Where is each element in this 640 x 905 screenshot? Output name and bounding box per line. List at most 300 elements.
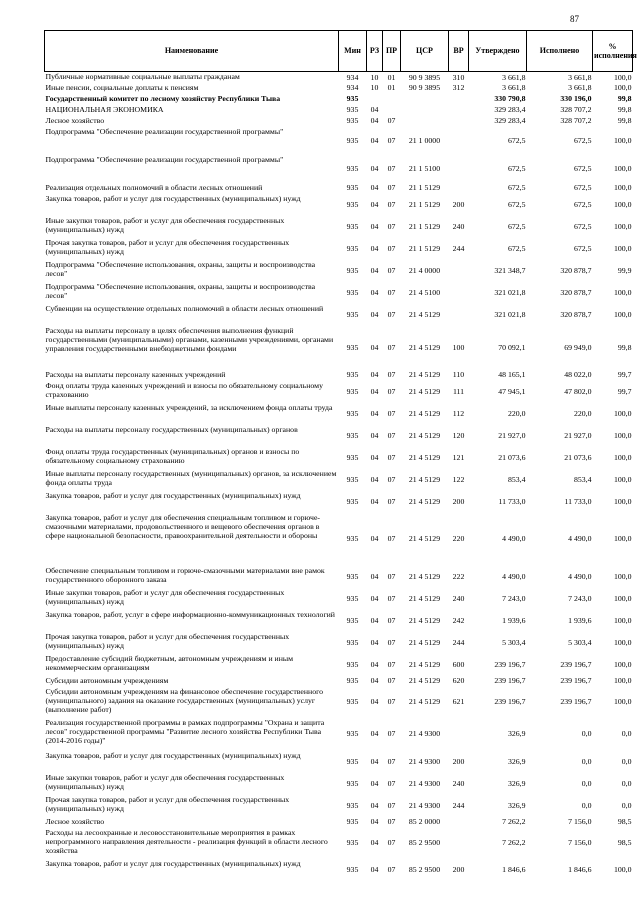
cell-executed: 21 073,6 bbox=[564, 452, 592, 462]
cell-csr: 21 4 5129 bbox=[408, 593, 441, 603]
cell-csr: 21 4 5129 bbox=[408, 452, 441, 462]
cell-rz: 04 bbox=[370, 864, 379, 874]
table-row bbox=[45, 676, 633, 687]
cell-min: 934 bbox=[346, 83, 359, 93]
cell-name: Закупка товаров, работ и услуг для государственных (муниципальных) нужд bbox=[45, 858, 301, 868]
cell-executed: 220,0 bbox=[573, 408, 592, 418]
cell-executed: 7 243,0 bbox=[568, 593, 592, 603]
cell-name: Реализация государственной программы в рамках подпрограммы "Охрана и защита лесов" государственной программы "Развитие лесного хозяйства Республики Тыва (2014-2016 годы)" bbox=[45, 717, 325, 745]
table-row bbox=[45, 828, 633, 859]
cell-min: 935 bbox=[346, 183, 359, 193]
cell-csr: 21 4 9300 bbox=[408, 729, 441, 739]
cell-min: 935 bbox=[346, 430, 359, 440]
cell-min: 935 bbox=[346, 659, 359, 669]
cell-pr: 07 bbox=[387, 199, 396, 209]
table-row bbox=[45, 238, 633, 260]
cell-executed: 0,0 bbox=[581, 756, 592, 766]
table-row bbox=[45, 127, 633, 155]
cell-percent: 100,0 bbox=[613, 659, 632, 669]
cell-executed: 69 949,0 bbox=[564, 342, 592, 352]
cell-rz: 04 bbox=[370, 199, 379, 209]
header-min: Мин bbox=[339, 31, 367, 72]
cell-percent: 100,0 bbox=[613, 474, 632, 484]
cell-approved: 4 490,0 bbox=[502, 534, 526, 544]
cell-min: 935 bbox=[346, 309, 359, 319]
cell-rz: 04 bbox=[370, 800, 379, 810]
table-row bbox=[45, 566, 633, 588]
cell-csr: 21 4 5129 bbox=[408, 659, 441, 669]
cell-min: 934 bbox=[346, 72, 359, 82]
cell-executed: 328 707,2 bbox=[560, 116, 592, 126]
cell-executed: 0,0 bbox=[581, 778, 592, 788]
cell-executed: 320 878,7 bbox=[560, 309, 592, 319]
cell-approved: 11 733,0 bbox=[498, 496, 526, 506]
cell-vr bbox=[449, 282, 469, 304]
cell-csr: 21 4 0000 bbox=[408, 265, 441, 275]
cell-approved: 853,4 bbox=[507, 474, 526, 484]
cell-percent: 98,5 bbox=[617, 838, 632, 848]
cell-csr bbox=[401, 116, 449, 127]
cell-min: 935 bbox=[346, 676, 359, 686]
cell-rz: 04 bbox=[370, 309, 379, 319]
cell-name: Иные закупки товаров, работ и услуг для обеспечения государственных (муниципальных) нужд bbox=[45, 587, 285, 606]
cell-rz: 04 bbox=[370, 571, 379, 581]
cell-approved: 672,5 bbox=[507, 163, 526, 173]
cell-name: Реализация отдельных полномочий в области лесных отношений bbox=[45, 182, 263, 192]
cell-vr: 620 bbox=[452, 676, 465, 686]
cell-min: 935 bbox=[346, 838, 359, 848]
cell-percent: 100,0 bbox=[613, 309, 632, 319]
cell-approved: 1 846,6 bbox=[502, 864, 526, 874]
cell-csr bbox=[401, 94, 449, 105]
cell-approved: 7 262,2 bbox=[502, 817, 526, 827]
cell-csr: 21 4 5129 bbox=[408, 615, 441, 625]
cell-pr: 07 bbox=[387, 474, 396, 484]
cell-min: 935 bbox=[346, 697, 359, 707]
cell-vr: 121 bbox=[452, 452, 465, 462]
cell-csr: 21 4 5129 bbox=[408, 370, 441, 380]
cell-percent: 0,0 bbox=[621, 729, 632, 739]
cell-rz: 04 bbox=[370, 430, 379, 440]
cell-approved: 239 196,7 bbox=[494, 676, 526, 686]
cell-min: 935 bbox=[346, 637, 359, 647]
cell-percent: 98,5 bbox=[617, 817, 632, 827]
cell-pr: 01 bbox=[387, 83, 396, 93]
cell-csr: 85 2 0000 bbox=[408, 817, 441, 827]
cell-approved: 47 945,1 bbox=[498, 386, 526, 396]
cell-executed: 5 303,4 bbox=[568, 637, 592, 647]
cell-vr: 122 bbox=[452, 474, 465, 484]
cell-vr: 310 bbox=[452, 72, 465, 82]
cell-csr: 21 4 5129 bbox=[408, 430, 441, 440]
cell-rz: 04 bbox=[370, 183, 379, 193]
cell-executed: 3 661,8 bbox=[568, 83, 592, 93]
table-row bbox=[45, 425, 633, 447]
cell-pr: 07 bbox=[387, 342, 396, 352]
cell-name: Закупка товаров, работ и услуг для государственных (муниципальных) нужд bbox=[45, 490, 301, 500]
cell-pr: 07 bbox=[387, 309, 396, 319]
cell-csr: 85 2 9500 bbox=[408, 838, 441, 848]
cell-vr: 240 bbox=[452, 778, 465, 788]
cell-percent: 100,0 bbox=[613, 593, 632, 603]
cell-csr: 21 1 5129 bbox=[408, 221, 441, 231]
cell-rz: 04 bbox=[370, 342, 379, 352]
cell-percent: 100,0 bbox=[613, 83, 632, 93]
cell-rz: 04 bbox=[370, 817, 379, 827]
cell-approved: 326,9 bbox=[507, 756, 526, 766]
cell-approved: 321 348,7 bbox=[494, 265, 526, 275]
cell-csr: 21 4 9300 bbox=[408, 756, 441, 766]
table-row bbox=[45, 282, 633, 304]
cell-name: Прочая закупка товаров, работ и услуг для обеспечения государственных (муниципальных) нужд bbox=[45, 237, 290, 256]
cell-rz: 04 bbox=[370, 637, 379, 647]
table-row bbox=[45, 795, 633, 817]
cell-executed: 672,5 bbox=[573, 183, 592, 193]
cell-pr: 07 bbox=[387, 800, 396, 810]
cell-name: Расходы на выплаты персоналу в целях обеспечения выполнения функций государственными (муниципальными) органами, казенными учреждениями, органами управления государственными внебюджетными фондами bbox=[45, 325, 334, 353]
cell-pr: 07 bbox=[387, 778, 396, 788]
cell-rz: 04 bbox=[370, 676, 379, 686]
cell-executed: 4 490,0 bbox=[568, 571, 592, 581]
table-row bbox=[45, 116, 633, 127]
cell-name: Публичные нормативные социальные выплаты гражданам bbox=[45, 72, 240, 81]
cell-rz: 04 bbox=[370, 287, 379, 297]
cell-rz: 04 bbox=[370, 474, 379, 484]
cell-csr: 21 4 5129 bbox=[408, 408, 441, 418]
cell-csr: 90 9 3895 bbox=[408, 83, 441, 93]
cell-pr: 07 bbox=[387, 287, 396, 297]
cell-approved: 672,5 bbox=[507, 183, 526, 193]
cell-name: Расходы на лесоохранные и лесовосстановительные мероприятия в рамках непрограммного направления деятельности - реализация функций в области лесного хозяйства bbox=[45, 827, 328, 855]
cell-rz: 04 bbox=[370, 778, 379, 788]
cell-executed: 47 802,0 bbox=[564, 386, 592, 396]
cell-csr: 21 4 5129 bbox=[408, 496, 441, 506]
cell-pr: 07 bbox=[387, 817, 396, 827]
cell-executed: 239 196,7 bbox=[560, 676, 592, 686]
cell-rz: 04 bbox=[370, 452, 379, 462]
cell-approved: 321 021,8 bbox=[494, 309, 526, 319]
cell-approved: 672,5 bbox=[507, 199, 526, 209]
cell-min: 935 bbox=[346, 94, 359, 104]
cell-min: 935 bbox=[346, 105, 359, 115]
header-vr: ВР bbox=[449, 31, 469, 72]
cell-csr: 21 4 9300 bbox=[408, 800, 441, 810]
cell-approved: 7 243,0 bbox=[502, 593, 526, 603]
cell-pr: 07 bbox=[387, 571, 396, 581]
cell-executed: 672,5 bbox=[573, 221, 592, 231]
cell-pr: 07 bbox=[387, 729, 396, 739]
cell-executed: 672,5 bbox=[573, 135, 592, 145]
cell-csr: 21 1 5129 bbox=[408, 199, 441, 209]
table-row bbox=[45, 447, 633, 469]
cell-min: 935 bbox=[346, 452, 359, 462]
cell-vr: 240 bbox=[452, 221, 465, 231]
cell-name: Фонд оплаты труда государственных (муниципальных) органов и взносы по обязательному социальному страхованию bbox=[45, 446, 300, 465]
cell-min: 935 bbox=[346, 135, 359, 145]
table-row bbox=[45, 588, 633, 610]
cell-percent: 100,0 bbox=[613, 452, 632, 462]
table-row bbox=[45, 94, 633, 105]
cell-csr: 85 2 9500 bbox=[408, 864, 441, 874]
cell-pr: 07 bbox=[387, 370, 396, 380]
cell-name: НАЦИОНАЛЬНАЯ ЭКОНОМИКА bbox=[45, 104, 164, 114]
cell-vr bbox=[449, 183, 469, 194]
table-row bbox=[45, 817, 633, 828]
cell-pr: 07 bbox=[387, 637, 396, 647]
cell-vr: 200 bbox=[452, 756, 465, 766]
cell-name: Обеспечение специальным топливом и горюче-смазочными материалами вне рамок государственного оборонного заказа bbox=[45, 565, 325, 584]
cell-percent: 100,0 bbox=[613, 183, 632, 193]
cell-executed: 21 927,0 bbox=[564, 430, 592, 440]
cell-executed: 48 022,0 bbox=[564, 370, 592, 380]
cell-rz: 04 bbox=[370, 265, 379, 275]
cell-executed: 1 846,6 bbox=[568, 864, 592, 874]
cell-approved: 1 939,6 bbox=[502, 615, 526, 625]
cell-name: Государственный комитет по лесному хозяйству Республики Тыва bbox=[45, 93, 281, 103]
table-row bbox=[45, 751, 633, 773]
cell-approved: 329 283,4 bbox=[494, 116, 526, 126]
header-approved: Утверждено bbox=[469, 31, 527, 72]
table-row bbox=[45, 105, 633, 116]
cell-min: 935 bbox=[346, 593, 359, 603]
cell-vr: 100 bbox=[452, 342, 465, 352]
cell-name: Субсидии автономным учреждениям на финансовое обеспечение государственного (муниципального) задания на оказание государственных (муниципальных) услуг (выполнение работ) bbox=[45, 686, 324, 714]
cell-pr: 07 bbox=[387, 756, 396, 766]
cell-percent: 99,7 bbox=[617, 386, 632, 396]
cell-vr: 111 bbox=[452, 386, 465, 396]
cell-min: 935 bbox=[346, 474, 359, 484]
cell-pr: 07 bbox=[387, 135, 396, 145]
cell-percent: 100,0 bbox=[613, 534, 632, 544]
cell-rz: 04 bbox=[370, 370, 379, 380]
table-header-row bbox=[45, 31, 633, 72]
cell-rz: 04 bbox=[370, 496, 379, 506]
cell-rz: 04 bbox=[370, 221, 379, 231]
cell-approved: 7 262,2 bbox=[502, 838, 526, 848]
cell-vr bbox=[449, 260, 469, 282]
cell-name: Иные пенсии, социальные доплаты к пенсиям bbox=[45, 82, 199, 92]
cell-approved: 326,9 bbox=[507, 778, 526, 788]
cell-percent: 99,8 bbox=[617, 94, 632, 104]
cell-pr: 07 bbox=[387, 386, 396, 396]
cell-name: Иные закупки товаров, работ и услуг для обеспечения государственных (муниципальных) нужд bbox=[45, 215, 285, 234]
cell-pr: 07 bbox=[387, 221, 396, 231]
cell-executed: 672,5 bbox=[573, 243, 592, 253]
cell-rz: 04 bbox=[370, 659, 379, 669]
cell-name: Расходы на выплаты персоналу государственных (муниципальных) органов bbox=[45, 424, 298, 434]
cell-csr: 21 4 5129 bbox=[408, 309, 441, 319]
header-executed: Исполнено bbox=[527, 31, 593, 72]
cell-percent: 100,0 bbox=[613, 637, 632, 647]
cell-vr: 200 bbox=[452, 864, 465, 874]
table-row bbox=[45, 381, 633, 403]
cell-approved: 672,5 bbox=[507, 135, 526, 145]
cell-percent: 99,9 bbox=[617, 265, 632, 275]
cell-rz: 04 bbox=[370, 408, 379, 418]
cell-name: Подпрограмма "Обеспечение реализации государственной программы" bbox=[45, 154, 284, 164]
cell-vr: 200 bbox=[452, 496, 465, 506]
cell-vr: 621 bbox=[452, 697, 465, 707]
cell-vr bbox=[449, 155, 469, 183]
cell-vr: 244 bbox=[452, 800, 465, 810]
cell-pr: 07 bbox=[387, 697, 396, 707]
table-row bbox=[45, 610, 633, 632]
cell-approved: 21 927,0 bbox=[498, 430, 526, 440]
cell-rz: 04 bbox=[370, 838, 379, 848]
cell-approved: 326,9 bbox=[507, 800, 526, 810]
table-row bbox=[45, 72, 633, 83]
cell-min: 935 bbox=[346, 287, 359, 297]
cell-executed: 330 196,0 bbox=[560, 94, 592, 104]
table-row bbox=[45, 194, 633, 216]
cell-name: Иные выплаты персоналу казенных учреждений, за исключением фонда оплаты труда bbox=[45, 402, 333, 412]
cell-csr: 21 1 5100 bbox=[408, 163, 441, 173]
cell-name: Лесное хозяйство bbox=[45, 115, 105, 125]
cell-csr: 21 4 5129 bbox=[408, 637, 441, 647]
cell-rz: 04 bbox=[370, 593, 379, 603]
table-row bbox=[45, 83, 633, 94]
cell-name: Закупка товаров, работ и услуг для государственных (муниципальных) нужд bbox=[45, 193, 301, 203]
cell-approved: 672,5 bbox=[507, 243, 526, 253]
table-row bbox=[45, 718, 633, 751]
cell-name: Предоставление субсидий бюджетным, автономным учреждениям и иным некоммерческим организациям bbox=[45, 653, 294, 672]
cell-executed: 11 733,0 bbox=[564, 496, 592, 506]
cell-min: 935 bbox=[346, 534, 359, 544]
cell-pr: 07 bbox=[387, 534, 396, 544]
table-row bbox=[45, 773, 633, 795]
cell-csr: 21 4 5129 bbox=[408, 474, 441, 484]
cell-executed: 0,0 bbox=[581, 729, 592, 739]
budget-table bbox=[44, 30, 637, 881]
cell-pr: 07 bbox=[387, 676, 396, 686]
table-row bbox=[45, 155, 633, 183]
cell-percent: 100,0 bbox=[613, 199, 632, 209]
table-row bbox=[45, 403, 633, 425]
cell-vr: 110 bbox=[452, 370, 465, 380]
cell-pr: 07 bbox=[387, 183, 396, 193]
cell-csr: 21 4 5129 bbox=[408, 534, 441, 544]
cell-csr: 90 9 3895 bbox=[408, 72, 441, 82]
cell-percent: 100,0 bbox=[613, 697, 632, 707]
cell-executed: 853,4 bbox=[573, 474, 592, 484]
cell-min: 935 bbox=[346, 756, 359, 766]
table-row bbox=[45, 216, 633, 238]
cell-name: Расходы на выплаты персоналу казенных учреждений bbox=[45, 369, 226, 379]
cell-rz: 10 bbox=[370, 72, 379, 82]
cell-rz: 04 bbox=[370, 163, 379, 173]
cell-vr: 220 bbox=[452, 534, 465, 544]
cell-approved: 5 303,4 bbox=[502, 637, 526, 647]
cell-executed: 672,5 bbox=[573, 163, 592, 173]
cell-name: Фонд оплаты труда казенных учреждений и взносы по обязательному социальному страхованию bbox=[45, 380, 323, 399]
cell-vr: 244 bbox=[452, 637, 465, 647]
cell-min: 935 bbox=[346, 800, 359, 810]
cell-rz: 04 bbox=[370, 116, 379, 126]
header-pr: ПР bbox=[383, 31, 401, 72]
cell-vr: 222 bbox=[452, 571, 465, 581]
cell-pr: 07 bbox=[387, 452, 396, 462]
cell-pr bbox=[383, 105, 401, 116]
cell-vr bbox=[449, 94, 469, 105]
cell-name: Иные закупки товаров, работ и услуг для обеспечения государственных (муниципальных) нужд bbox=[45, 772, 285, 791]
cell-executed: 7 156,0 bbox=[568, 817, 592, 827]
cell-executed: 4 490,0 bbox=[568, 534, 592, 544]
cell-pr: 07 bbox=[387, 116, 396, 126]
cell-min: 935 bbox=[346, 243, 359, 253]
cell-percent: 100,0 bbox=[613, 864, 632, 874]
cell-vr bbox=[449, 127, 469, 155]
cell-min: 935 bbox=[346, 163, 359, 173]
cell-pr: 07 bbox=[387, 243, 396, 253]
table-body bbox=[45, 72, 633, 881]
cell-csr: 21 4 5129 bbox=[408, 386, 441, 396]
cell-approved: 220,0 bbox=[507, 408, 526, 418]
cell-percent: 100,0 bbox=[613, 676, 632, 686]
cell-min: 935 bbox=[346, 778, 359, 788]
cell-csr: 21 1 5129 bbox=[408, 183, 441, 193]
cell-vr bbox=[449, 105, 469, 116]
cell-min: 935 bbox=[346, 729, 359, 739]
cell-rz: 04 bbox=[370, 615, 379, 625]
cell-min: 935 bbox=[346, 342, 359, 352]
cell-vr bbox=[449, 828, 469, 859]
cell-rz: 04 bbox=[370, 243, 379, 253]
cell-csr: 21 4 9300 bbox=[408, 778, 441, 788]
cell-csr: 21 4 5129 bbox=[408, 342, 441, 352]
cell-pr: 07 bbox=[387, 163, 396, 173]
cell-pr: 07 bbox=[387, 615, 396, 625]
cell-rz: 04 bbox=[370, 534, 379, 544]
table-row bbox=[45, 491, 633, 513]
cell-min: 935 bbox=[346, 817, 359, 827]
cell-executed: 3 661,8 bbox=[568, 72, 592, 82]
cell-executed: 7 156,0 bbox=[568, 838, 592, 848]
cell-percent: 100,0 bbox=[613, 615, 632, 625]
cell-rz bbox=[367, 94, 383, 105]
cell-vr bbox=[449, 718, 469, 751]
cell-percent: 99,7 bbox=[617, 370, 632, 380]
cell-executed: 239 196,7 bbox=[560, 659, 592, 669]
cell-name: Закупка товаров, работ и услуг для государственных (муниципальных) нужд bbox=[45, 750, 301, 760]
cell-approved: 3 661,8 bbox=[502, 72, 526, 82]
cell-approved: 672,5 bbox=[507, 221, 526, 231]
cell-executed: 320 878,7 bbox=[560, 265, 592, 275]
cell-vr: 600 bbox=[452, 659, 465, 669]
table-row bbox=[45, 326, 633, 370]
table-row bbox=[45, 513, 633, 566]
cell-percent: 100,0 bbox=[613, 287, 632, 297]
cell-vr: 242 bbox=[452, 615, 465, 625]
cell-csr: 21 4 5129 bbox=[408, 676, 441, 686]
cell-csr: 21 4 5100 bbox=[408, 287, 441, 297]
cell-percent: 0,0 bbox=[621, 800, 632, 810]
cell-name: Субвенции на осуществление отдельных полномочий в области лесных отношений bbox=[45, 303, 324, 313]
table-row bbox=[45, 260, 633, 282]
cell-vr: 312 bbox=[452, 83, 465, 93]
cell-min: 935 bbox=[346, 864, 359, 874]
cell-percent: 100,0 bbox=[613, 496, 632, 506]
cell-name: Субсидии автономным учреждениям bbox=[45, 675, 169, 685]
header-percent: % исполнения bbox=[593, 31, 633, 72]
cell-name: Подпрограмма "Обеспечение реализации государственной программы" bbox=[45, 126, 284, 136]
cell-name: Прочая закупка товаров, работ и услуг для обеспечения государственных (муниципальных) нужд bbox=[45, 794, 290, 813]
cell-percent: 0,0 bbox=[621, 756, 632, 766]
cell-percent: 0,0 bbox=[621, 778, 632, 788]
cell-vr bbox=[449, 116, 469, 127]
table-row bbox=[45, 370, 633, 381]
cell-min: 935 bbox=[346, 265, 359, 275]
cell-name: Прочая закупка товаров, работ и услуг для обеспечения государственных (муниципальных) нужд bbox=[45, 631, 290, 650]
